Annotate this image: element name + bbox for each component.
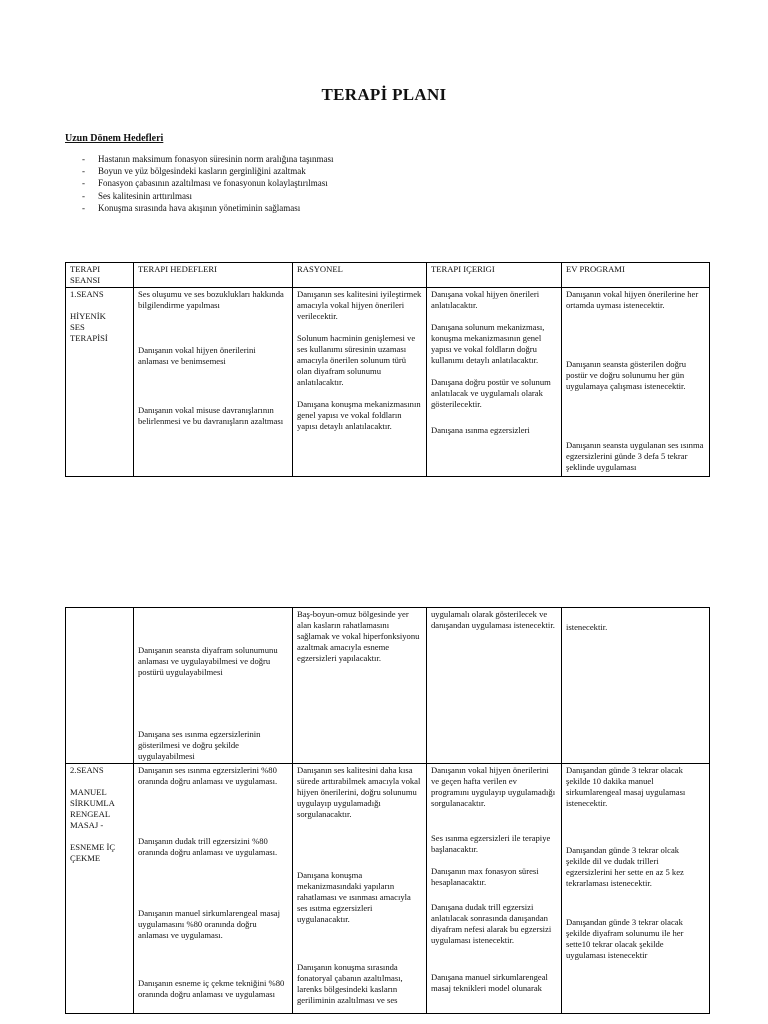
content-text: Danışana manuel sirkumlarengeal masaj teknikleri model olunarak bbox=[431, 972, 548, 993]
goal-item: - Ses kalitesinin arttırılması bbox=[82, 190, 333, 202]
goals-cell bbox=[134, 608, 293, 764]
rationale-cell bbox=[293, 764, 427, 1014]
session-label: 2.SEANS MANUEL SİRKUMLA RENGEAL MASAJ - ESNEME İÇ ÇEKME bbox=[70, 765, 116, 863]
home-program-cell bbox=[562, 608, 710, 764]
table-header-row bbox=[66, 263, 710, 288]
goals-cell bbox=[134, 288, 293, 477]
content-text: Danışana dudak trill egzersizi anlatılacak sonrasında danışandan diyafram nefesi alarak bu egzersizi uygulaması istenecektir. bbox=[431, 902, 552, 945]
header-goals: TERAPI HEDEFLERI bbox=[134, 263, 293, 288]
goal-text: Danışanın vokal hijyen önerilerini anlaması ve benimsemesi bbox=[138, 345, 256, 366]
header-home-program: EV PROGRAMI bbox=[562, 263, 710, 288]
home-program-text: Danışandan günde 3 tekrar olacak şekilde diyafram solunumu ile her sette10 tekrar olacak şekilde uygulaması istenecektir bbox=[566, 917, 684, 960]
goal-item: - Boyun ve yüz bölgesindeki kasların gerginliğini azaltmak bbox=[82, 165, 333, 177]
content-text: Ses ısınma egzersizleri ile terapiye başlanacaktır. bbox=[431, 833, 551, 854]
home-program-text: Danışandan günde 3 tekrar olcak şekilde dil ve dudak trilleri egzersizlerini her sette en az 5 kez tekrarlaması istenecektir. bbox=[566, 845, 684, 888]
rationale-text: Danışana konuşma mekanizmasının genel yapısı ve vokal foldların yapısı detaylı anlatılacaktır. bbox=[297, 399, 421, 431]
goal-text: Danışana ses ısınma egzersizlerinin gösterilmesi ve doğru şekilde uygulayabilmesi bbox=[138, 729, 261, 761]
table-row bbox=[66, 764, 710, 1014]
goal-text: Danışanın esneme iç çekme tekniğini %80 oranında doğru anlaması ve uygulaması bbox=[138, 978, 285, 999]
goal-text: Ses oluşumu ve ses bozuklukları hakkında bilgilendirme yapılması bbox=[138, 289, 284, 310]
home-program-text: Danışanın seansta gösterilen doğru postür ve doğru solunumu her gün uygulamaya çalışması istenecektir. bbox=[566, 359, 687, 391]
home-program-cell bbox=[562, 764, 710, 1014]
goals-cell bbox=[134, 764, 293, 1014]
rationale-cell bbox=[293, 288, 427, 477]
home-program-text: Danışanın vokal hijyen önerilerine her ortamda uyması istenecektir. bbox=[566, 289, 699, 310]
session-cell bbox=[66, 288, 134, 477]
goal-text: Danışanın ses ısınma egzersizlerini %80 oranında doğru anlaması ve uygulaması. bbox=[138, 765, 278, 786]
session-cell bbox=[66, 764, 134, 1014]
content-text: Danışanın max fonasyon süresi hesaplanacaktır. bbox=[431, 866, 539, 887]
rationale-text: Danışanın ses kalitesini iyileştirmek amacıyla vokal hijyen önerileri verilecektir. bbox=[297, 289, 422, 321]
home-program-text: istenecektir. bbox=[566, 622, 608, 632]
goal-item: - Fonasyon çabasının azaltılması ve fonasyonun kolaylaştırılması bbox=[82, 177, 333, 189]
long-term-goals-heading: Uzun Dönem Hedefleri bbox=[65, 133, 164, 144]
therapy-plan-table-2 bbox=[65, 607, 710, 1014]
goal-text: Danışanın seansta diyafram solunumunu anlaması ve uygulayabilmesi ve doğru postürü uygulayabilmesi bbox=[138, 645, 278, 677]
long-term-goals-list bbox=[82, 153, 333, 214]
session-cell bbox=[66, 608, 134, 764]
spacer bbox=[138, 609, 288, 645]
home-program-text: Danışandan günde 3 tekrar olacak şekilde 10 dakika manuel sirkumlarengeal masaj uygulaması istenecektir. bbox=[566, 765, 686, 808]
goal-text: Danışanın dudak trill egzersizini %80 oranında doğru anlaması ve uygulaması. bbox=[138, 836, 278, 857]
home-program-cell bbox=[562, 288, 710, 477]
rationale-text: Baş-boyun-omuz bölgesinde yer alan kasların rahatlamasını sağlamak ve vokal hiperfonksiyonu azaltmak amacıyla esneme egzersizleri yapılacaktır. bbox=[297, 609, 420, 663]
goal-item: - Hastanın maksimum fonasyon süresinin norm aralığına taşınması bbox=[82, 153, 333, 165]
content-text: Danışana solunum mekanizması, konuşma mekanizmasının genel yapısı ve vokal foldların doğru kullanımı detaylı anlatılacaktır. bbox=[431, 322, 545, 365]
header-session: TERAPI SEANSI bbox=[66, 263, 134, 288]
header-rationale: RASYONEL bbox=[293, 263, 427, 288]
content-cell bbox=[427, 764, 562, 1014]
goal-text: Danışanın vokal misuse davranışlarının belirlenmesi ve bu davranışların azaltması bbox=[138, 405, 284, 426]
page-title: TERAPİ PLANI bbox=[321, 85, 447, 104]
table-row bbox=[66, 288, 710, 477]
table-row bbox=[66, 608, 710, 764]
content-text: Danışana doğru postür ve solunum anlatılacak ve uygulamalı olarak gösterilecektir. bbox=[431, 377, 551, 409]
content-text: Danışana vokal hijyen önerileri anlatılacaktır. bbox=[431, 289, 540, 310]
therapy-plan-table-1 bbox=[65, 262, 710, 477]
content-cell bbox=[427, 608, 562, 764]
rationale-cell bbox=[293, 608, 427, 764]
home-program-text: Danışanın seansta uygulanan ses ısınma egzersizlerini günde 3 defa 5 tekrar şeklinde uygulaması bbox=[566, 440, 704, 472]
rationale-text: Danışanın ses kalitesini daha kısa sürede arttırabilmek amacıyla vokal hijyen önerilerini, doğru solunumu uygulayıp uygulamadığı sorgulanacaktır. bbox=[297, 765, 421, 819]
content-text: uygulamalı olarak gösterilecek ve danışandan uygulaması istenecektir. bbox=[431, 609, 555, 630]
rationale-text: Danışana konuşma mekanizmasındaki yapıların rahatlaması ve ısınması amacıyla ses ısıtma egzersizleri uygulanacaktır. bbox=[297, 870, 411, 924]
goal-text: Danışanın manuel sirkumlarengeal masaj uygulamasını %80 oranında doğru anlaması ve uygulaması. bbox=[138, 908, 280, 940]
header-content: TERAPI IÇERIGI bbox=[427, 263, 562, 288]
spacer bbox=[566, 609, 705, 622]
rationale-text: Solunum hacminin genişlemesi ve ses kullanımı süresinin uzaması amacıyla önerilen solunum türü olan diyafram solunumu anlatılacaktır. bbox=[297, 333, 416, 387]
content-cell bbox=[427, 288, 562, 477]
content-text: Danışana ısınma egzersizleri bbox=[431, 425, 530, 435]
content-text: Danışanın vokal hijyen önerilerini ve geçen hafta verilen ev programını uygulayıp uygulamadığı sorgulanacaktır. bbox=[431, 765, 556, 808]
session-label: 1.SEANS HİYENİK SES TERAPİSİ bbox=[70, 289, 108, 343]
goal-item: - Konuşma sırasında hava akışının yönetiminin sağlaması bbox=[82, 202, 333, 214]
rationale-text: Danışanın konuşma sırasında fonatoryal çabanın azaltılması, larenks bölgesindeki kasların geriliminin azaltılması ve ses bbox=[297, 962, 403, 1005]
